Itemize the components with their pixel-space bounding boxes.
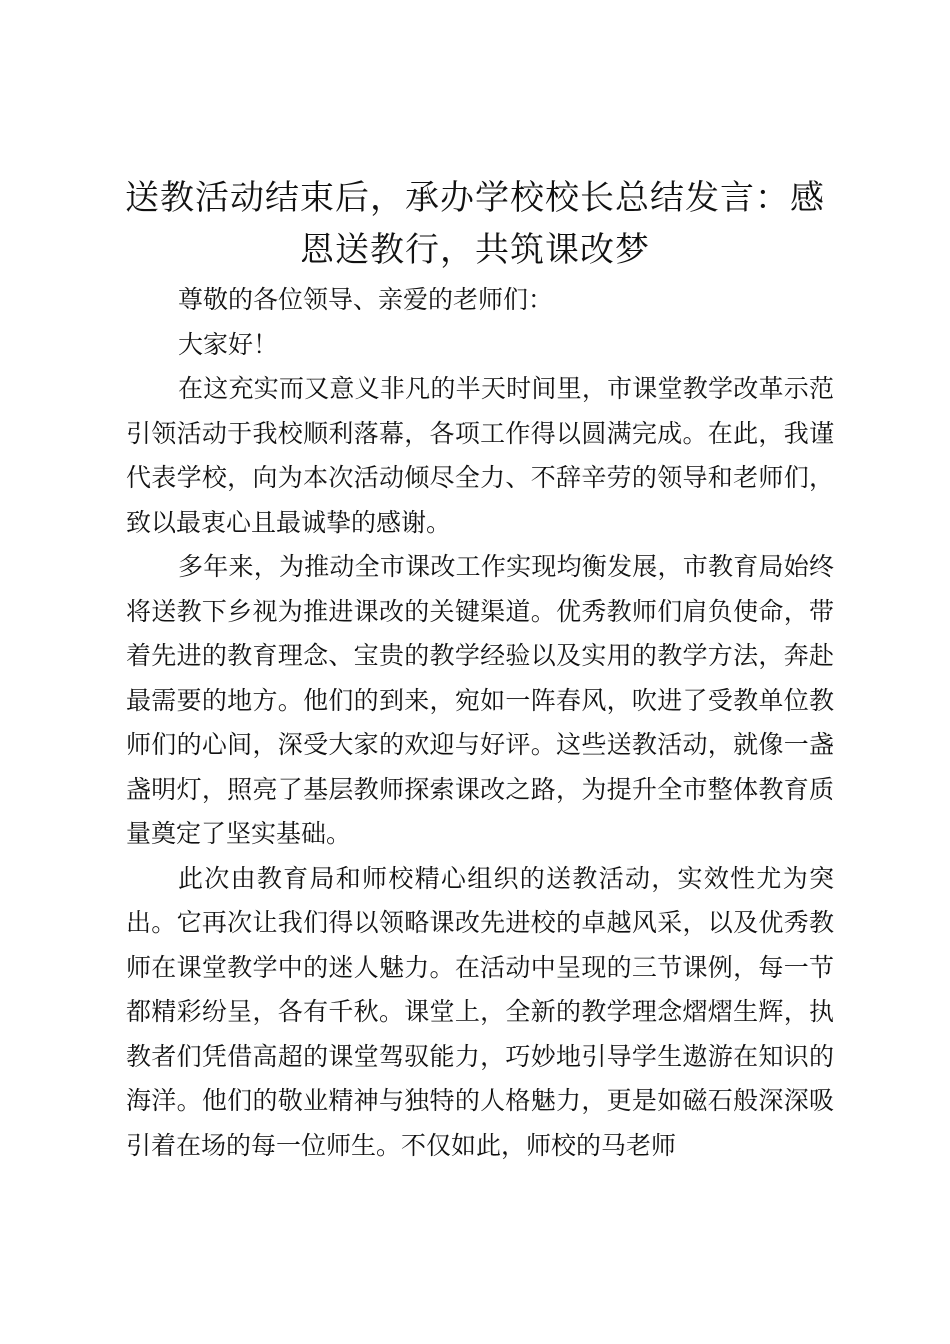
greeting: 大家好！: [178, 329, 279, 359]
paragraph-2: 多年来，为推动全市课改工作实现均衡发展，市教育局始终将送教下乡视为推进课改的关键渠道。优秀教师们肩负使命，带着先进的教育理念、宝贵的教学经验以及实用的教学方法，奔赴最需要的地方。他们的到来，宛如一阵春风，吹进了受教单位教师们的心间，深受大家的欢迎与好评。这些送教活动，就像一盏盏明灯，照亮了基层教师探索课改之路，为提升全市整体教育质量奠定了坚实基础。: [126, 552, 834, 848]
document-body: [126, 278, 834, 1168]
paragraph-1: 在这充实而又意义非凡的半天时间里，市课堂教学改革示范引领活动于我校顺利落幕，各项工作得以圆满完成。在此，我谨代表学校，向为本次活动倾尽全力、不辞辛劳的领导和老师们，致以最衷心且最诚挚的感谢。: [126, 374, 834, 537]
paragraph-3: 此次由教育局和师校精心组织的送教活动，实效性尤为突出。它再次让我们得以领略课改先进校的卓越风采，以及优秀教师在课堂教学中的迷人魅力。在活动中呈现的三节课例，每一节都精彩纷呈，各有千秋。课堂上，全新的教学理念熠熠生辉，执教者们凭借高超的课堂驾驭能力，巧妙地引导学生遨游在知识的海洋。他们的敬业精神与独特的人格魅力，更是如磁石般深深吸引着在场的每一位师生。不仅如此，师校的马老师: [126, 863, 834, 1160]
document-title: 送教活动结束后，承办学校校长总结发言：感恩送教行，共筑课改梦: [125, 178, 825, 270]
salutation: 尊敬的各位领导、亲爱的老师们：: [178, 285, 554, 314]
